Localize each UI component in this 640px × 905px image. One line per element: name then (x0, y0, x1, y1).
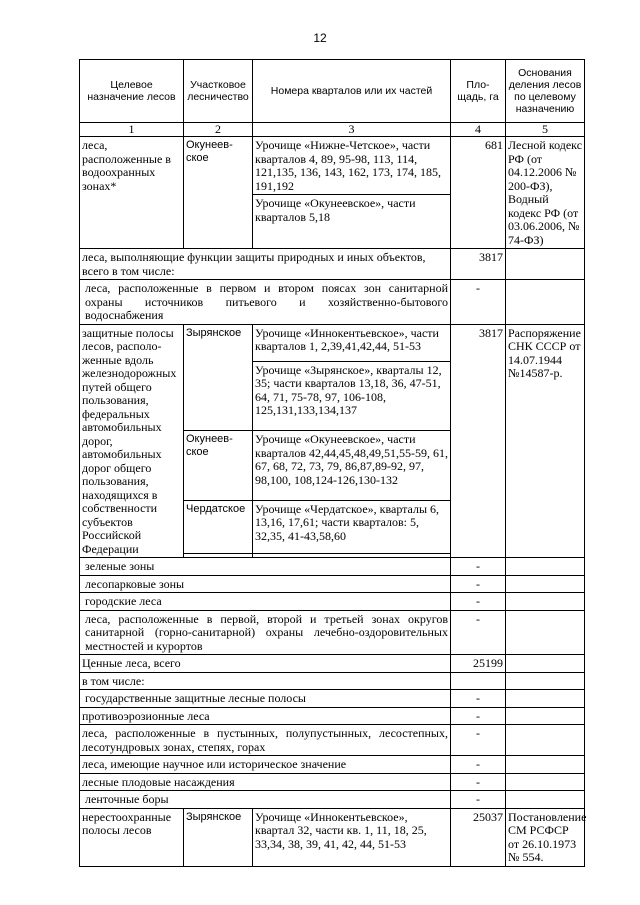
protect-area: 3817 (451, 249, 506, 280)
forest-purpose-table (79, 59, 585, 867)
col-num-4: 4 (451, 123, 506, 137)
valuable-row (80, 655, 585, 673)
state-area: - (451, 690, 506, 708)
header-quarters: Номера кварталов или их частей (253, 60, 451, 123)
resort-area: - (451, 610, 506, 655)
belts-area: 3817 (451, 324, 506, 558)
ribbon-row (80, 791, 585, 809)
green-label: зеленые зоны (80, 558, 451, 576)
belts-quarters-1: Урочище «Иннокентьевское», части кварталов 1, 2,39,41,42,44, 51-53 (253, 324, 451, 361)
spawn-purpose: нерестоохранные полосы лесов (80, 808, 184, 866)
header-area: Пло-щадь, га (451, 60, 506, 123)
water-quarters-2: Урочище «Окунеевское», части кварталов 5,18 (253, 195, 451, 249)
erosion-area: - (451, 707, 506, 725)
sanitary-row (80, 280, 585, 325)
header-forestry: Участковое лесничество (184, 60, 253, 123)
science-label: леса, имеющие научное или историческое значение (80, 756, 451, 774)
belts-basis: Распоряжение СНК СССР от 14.07.1944 №14587-р. (506, 324, 585, 558)
belts-forestry-2: Окунеев-ское (184, 431, 253, 501)
park-row (80, 575, 585, 593)
spawn-row (80, 808, 585, 866)
col-num-5: 5 (506, 123, 585, 137)
water-row-1 (80, 137, 585, 195)
science-area: - (451, 756, 506, 774)
ribbon-label: ленточные боры (80, 791, 451, 809)
belts-forestry-3: Чердатское (184, 500, 253, 553)
fruit-row (80, 773, 585, 791)
header-row (80, 60, 585, 123)
col-num-2: 2 (184, 123, 253, 137)
belts-quarters-2: Урочище «Зырянское», кварталы 12, 35; части кварталов 13,18, 36, 47-51, 64, 71, 75-78, 97, 106-108, 125,131,133,134,137 (253, 361, 451, 431)
belts-row-1 (80, 324, 585, 361)
column-numbers-row (80, 123, 585, 137)
belts-quarters-3: Урочище «Окунеевское», части кварталов 42,44,45,48,49,51,55-59, 61, 67, 68, 72, 73, 79, 86,87,89-92, 97, 98,100, 108,124-126,130-132 (253, 431, 451, 501)
park-area: - (451, 575, 506, 593)
spawn-area: 25037 (451, 808, 506, 866)
belts-purpose: защитные полосы лесов, располо-женные вдоль железнодорожных путей общего пользования, федеральных автомобильных дорог, автомобильных дорог общего пользования, находящихся в собственности субъектов Российской Федерации (80, 324, 184, 558)
protect-row (80, 249, 585, 280)
desert-label: леса, расположенные в пустынных, полупустынных, лесостепных, лесотундровых зонах, степях, горах (80, 725, 451, 756)
water-basis: Лесной кодекс РФ (от 04.12.2006 № 200-ФЗ), Водный кодекс РФ (от 03.06.2006, № 74-ФЗ) (506, 137, 585, 249)
incl-row (80, 672, 585, 690)
erosion-row (80, 707, 585, 725)
header-purpose: Целевое назначение лесов (80, 60, 184, 123)
water-forestry: Окунеев-ское (184, 137, 253, 249)
spawn-basis: Постановление СМ РСФСР от 26.10.1973 № 554. (506, 808, 585, 866)
water-area: 681 (451, 137, 506, 249)
belts-quarters-4: Урочище «Чердатское», кварталы 6, 13,16, 17,61; части кварталов: 5, 32,35, 41-43,58,60 (253, 500, 451, 553)
col-num-3: 3 (253, 123, 451, 137)
science-row (80, 756, 585, 774)
sanitary-area: - (451, 280, 506, 325)
green-area: - (451, 558, 506, 576)
desert-row (80, 725, 585, 756)
spawn-quarters: Урочище «Иннокентьевское», квартал 32, части кв. 1, 11, 18, 25, 33,34, 38, 39, 41, 42, 44, 51-53 (253, 808, 451, 866)
spawn-forestry: Зырянское (184, 808, 253, 866)
ribbon-area: - (451, 791, 506, 809)
fruit-area: - (451, 773, 506, 791)
state-row (80, 690, 585, 708)
erosion-label: противоэрозионные леса (80, 707, 451, 725)
water-purpose: леса, расположенные в водоохранных зонах* (80, 137, 184, 249)
water-quarters-1: Урочище «Нижне-Четское», части кварталов 4, 89, 95-98, 113, 114, 121,135, 136, 143, 162, 173, 174, 185, 191,192 (253, 137, 451, 195)
header-basis: Основания деления лесов по целевому назначению (506, 60, 585, 123)
belts-forestry-1: Зырянское (184, 324, 253, 431)
city-area: - (451, 593, 506, 611)
city-row (80, 593, 585, 611)
incl-label: в том числе: (80, 672, 451, 690)
resort-label: леса, расположенные в первой, второй и третьей зонах округов санитарной (горно-санитарной) охраны лечебно-оздоровительных местностей и курортов (80, 610, 451, 655)
desert-area: - (451, 725, 506, 756)
page-number: 12 (313, 31, 327, 45)
city-label: городские леса (80, 593, 451, 611)
resort-row (80, 610, 585, 655)
green-row (80, 558, 585, 576)
fruit-label: лесные плодовые насаждения (80, 773, 451, 791)
valuable-label: Ценные леса, всего (80, 655, 451, 673)
park-label: лесопарковые зоны (80, 575, 451, 593)
col-num-1: 1 (80, 123, 184, 137)
protect-label: леса, выполняющие функции защиты природных и иных объектов, всего в том числе: (80, 249, 451, 280)
state-label: государственные защитные лесные полосы (80, 690, 451, 708)
valuable-area: 25199 (451, 655, 506, 673)
sanitary-label: леса, расположенные в первом и втором поясах зон санитарной охраны источников питьевого и хозяйственно-бытового водоснабжения (80, 280, 451, 325)
